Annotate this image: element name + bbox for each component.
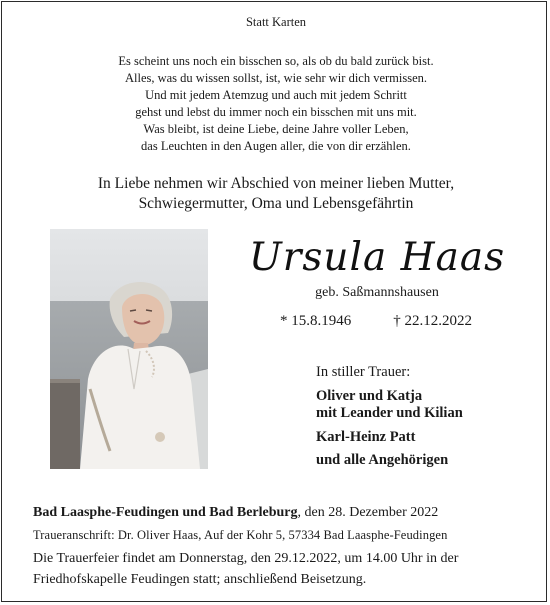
funeral-line: Die Trauerfeier findet am Donnerstag, den 29.12.2022, um 14.00 Uhr in der — [33, 551, 459, 566]
statt-karten-label: Statt Karten — [245, 15, 307, 29]
mourning-address: Traueranschrift: Dr. Oliver Haas, Auf der Kohr 5, 57334 Bad Laasphe-Feudingen — [33, 528, 448, 542]
mourner-name: Karl-Heinz Patt — [316, 428, 416, 445]
date: , den 28. Dezember 2022 — [297, 505, 439, 520]
intro-line: Schwiegermutter, Oma und Lebensgefährtin — [138, 195, 414, 212]
intro-text — [2, 174, 550, 214]
place-date-line — [33, 503, 533, 523]
place: Bad Laasphe-Feudingen und Bad Berleburg — [33, 505, 298, 520]
deceased-name: Ursula Haas — [248, 235, 506, 280]
poem-line: gehst und lebst du immer noch ein bisschen mit uns mit. — [135, 105, 417, 120]
poem-line: Es scheint uns noch ein bisschen so, als ob du bald zurück bist. — [118, 54, 434, 68]
mourners-heading: In stiller Trauer: — [316, 364, 411, 380]
poem-line: Was bleibt, ist deine Liebe, deine Jahre voller Leben, — [143, 122, 409, 137]
poem — [2, 53, 550, 156]
death-date: † 22.12.2022 — [393, 313, 472, 329]
mourner-name: Oliver und Katja — [316, 387, 423, 404]
poem-line: Alles, was du wissen sollst, ist, wie sehr wir dich vermissen. — [124, 71, 428, 86]
birth-name: geb. Saßmannshausen — [315, 285, 439, 300]
poem-line: das Leuchten in den Augen aller, die von dir erzählen. — [141, 139, 411, 154]
mourners-block — [316, 364, 463, 470]
life-dates — [280, 313, 514, 330]
poem-line: Und mit jedem Atemzug und auch mit jedem Schritt — [145, 88, 407, 103]
mourner-name: und alle Angehörigen — [316, 452, 449, 468]
funeral-line: Friedhofskapelle Feudingen statt; anschließend Beisetzung. — [33, 572, 367, 587]
mourner-name: mit Leander und Kilian — [316, 405, 463, 421]
funeral-info — [33, 548, 533, 590]
obituary-card — [1, 1, 547, 602]
footer — [33, 503, 533, 590]
birth-date: * 15.8.1946 — [280, 313, 352, 329]
intro-line: In Liebe nehmen wir Abschied von meiner lieben Mutter, — [97, 175, 455, 192]
portrait-photo — [50, 229, 208, 469]
